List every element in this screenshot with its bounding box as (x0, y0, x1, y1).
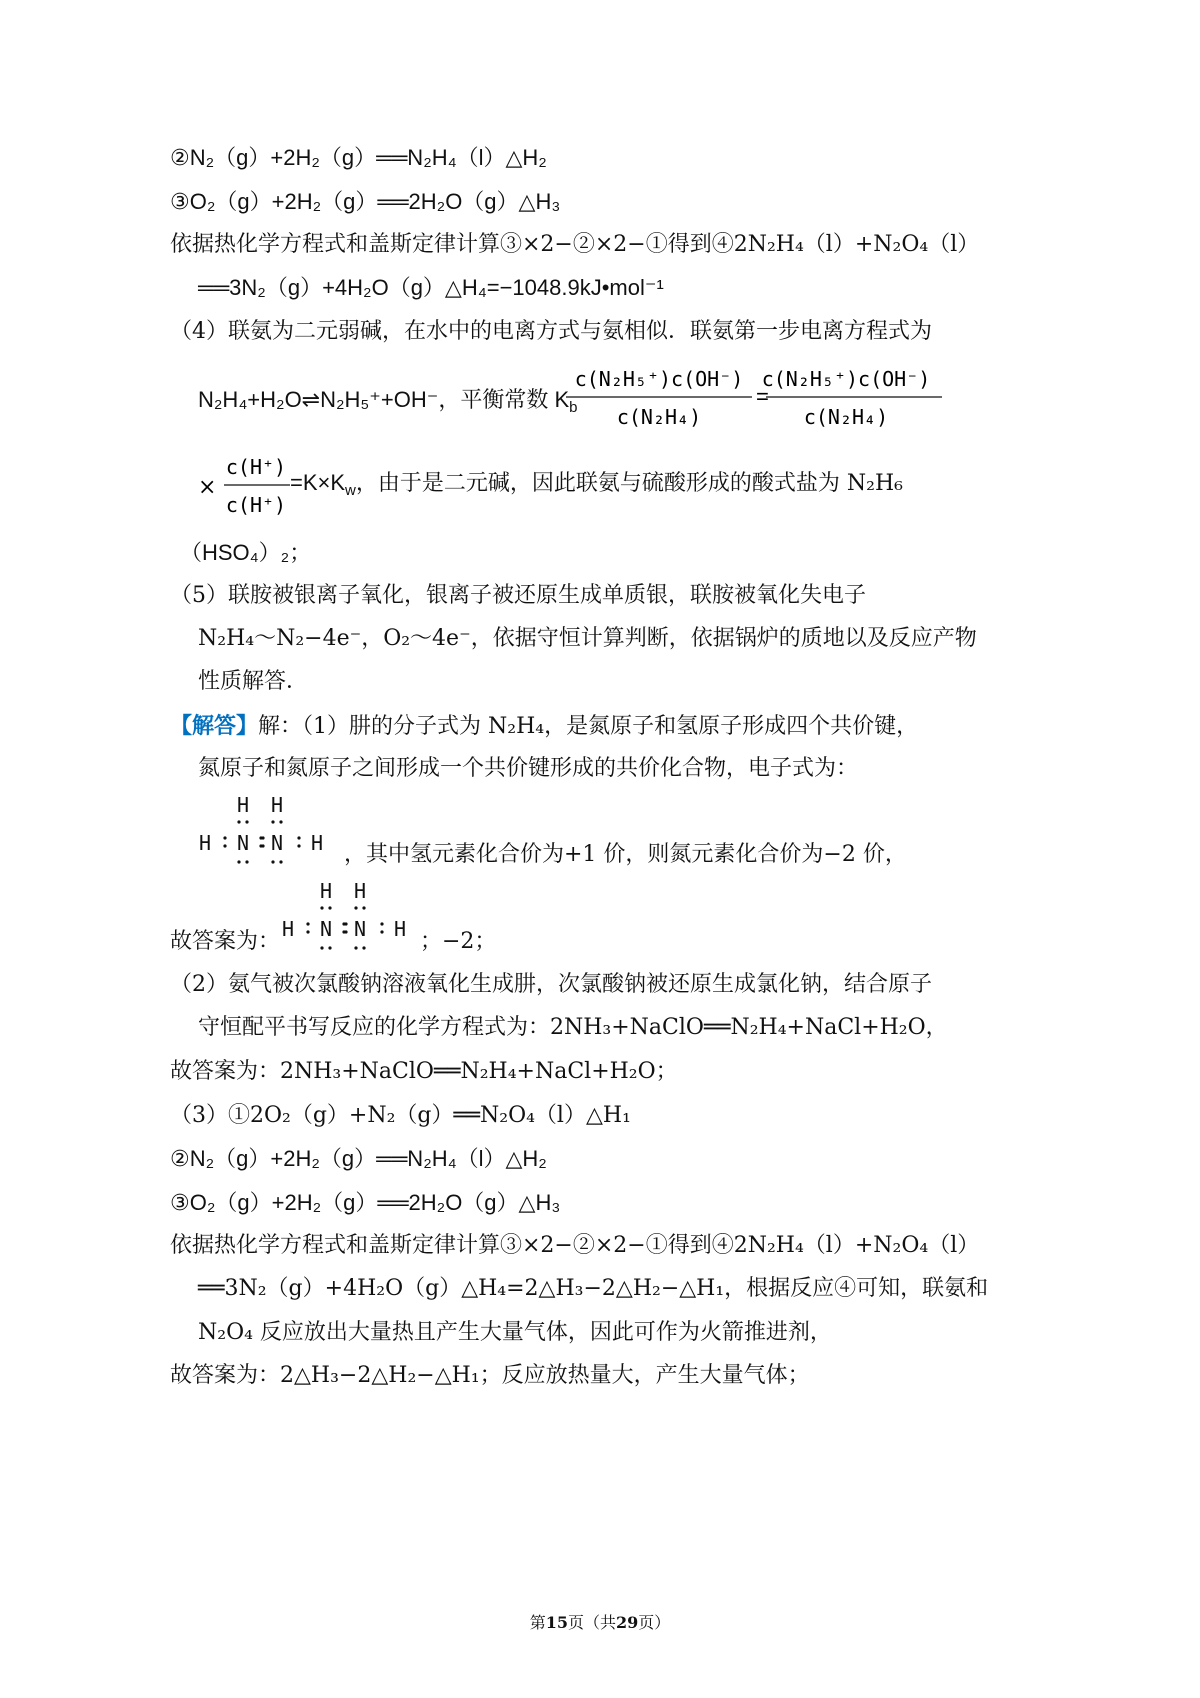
frac1-numerator: c(N₂H₅⁺)c(OH⁻) (574, 367, 744, 391)
frac3-denominator: c(H⁺) (225, 493, 287, 517)
equation-2: ②N₂（g）+2H₂（g）══N₂H₄（l）△H₂ (170, 145, 547, 170)
text-line-hess-1: 依据热化学方程式和盖斯定律计算③×2−②×2−①得到④2N₂H₄（l）+N₂O₄（l） (170, 232, 980, 257)
footer-prefix: 第 (529, 1613, 546, 1632)
page-footer (0, 1610, 1200, 1633)
frac1-denominator: c(N₂H₄) (616, 405, 702, 429)
ionization-text: N₂H₄+H₂O⇌N₂H₅⁺+OH⁻，平衡常数 K (198, 387, 570, 412)
h-atom: H (282, 917, 295, 941)
answer-part2-3: 故答案为：2NH₃+NaClO══N₂H₄+NaCl+H₂O； (170, 1059, 678, 1084)
answer-line-1: 解：（1）肼的分子式为 N₂H₄，是氮原子和氢原子形成四个共价键， (258, 714, 919, 739)
text-line-part5-b: N₂H₄～N₂−4e⁻，O₂～4e⁻，依据守恒计算判断，依据锅炉的质地以及反应产物 (198, 626, 977, 651)
equation-3: ③O₂（g）+2H₂（g）══2H₂O（g）△H₃ (170, 189, 561, 214)
answer-tag: 【解答】 (170, 713, 259, 739)
text-line-part5: （5）联胺被银离子氧化，银离子被还原生成单质银，联胺被氧化失电子 (170, 583, 866, 608)
h-atom: H (320, 879, 333, 903)
answer-label-1: 故答案为： (170, 929, 281, 954)
answer-valence: ；−2； (420, 929, 497, 954)
answer-part3-eq4: ══3N₂（g）+4H₂O（g）△H₄=2△H₃−2△H₂−△H₁，根据反应④可知，联氨和 (198, 1276, 989, 1301)
acid-salt-text: ，由于是二元碱，因此联氨与硫酸形成的酸式盐为 N₂H₆ (355, 471, 903, 496)
answer-part3-eq3: ③O₂（g）+2H₂（g）══2H₂O（g）△H₃ (170, 1190, 561, 1215)
equals-sign: = (756, 384, 769, 409)
h-atom: H (311, 831, 324, 855)
answer-part3-eq1: （3）①2O₂（g）+N₂（g）══N₂O₄（l）△H₁ (170, 1103, 631, 1128)
equation-4: ══3N₂（g）+4H₂O（g）△H₄=−1048.9kJ•mol⁻¹ (198, 275, 664, 300)
page-number: 15 (545, 1613, 568, 1632)
h-atom: H (271, 793, 284, 817)
n-atom: N (237, 831, 250, 855)
h-atom: H (354, 879, 367, 903)
hydrazine-electron-formula-2 (278, 876, 428, 956)
h-atom: H (199, 831, 212, 855)
kb-fractions (566, 362, 946, 438)
electron-dots (306, 906, 383, 949)
footer-middle: 页（共 (567, 1613, 616, 1632)
acid-salt-formula: （HSO₄）₂； (180, 540, 312, 565)
footer-suffix: 页） (638, 1613, 671, 1632)
h-atom: H (237, 793, 250, 817)
times-sign: × (198, 475, 217, 500)
ionization-equation (198, 385, 578, 415)
frac2-denominator: c(N₂H₄) (803, 405, 889, 429)
text-line-part5-c: 性质解答． (198, 669, 309, 694)
n-atom: N (354, 917, 367, 941)
n-atom: N (271, 831, 284, 855)
answer-part3-hess: 依据热化学方程式和盖斯定律计算③×2−②×2−①得到④2N₂H₄（l）+N₂O₄（l） (170, 1233, 980, 1258)
text-line-part4: （4）联氨为二元弱碱，在水中的电离方式与氨相似．联氨第一步电离方程式为 (170, 319, 932, 344)
kb-conclusion (290, 468, 903, 499)
h-fraction (198, 452, 298, 522)
frac2-numerator: c(N₂H₅⁺)c(OH⁻) (761, 367, 931, 391)
h-atom: H (394, 917, 407, 941)
answer-part2-2: 守恒配平书写反应的化学方程式为：2NH₃+NaClO══N₂H₄+NaCl+H₂O， (198, 1015, 948, 1040)
k-kw-text: =K×K (290, 470, 346, 495)
hydrazine-electron-formula-1 (195, 790, 345, 870)
answer-line-2: 氮原子和氮原子之间形成一个共价键形成的共价化合物，电子式为： (198, 756, 859, 781)
valence-text: ，其中氢元素化合价为+1 价，则氮元素化合价为−2 价， (344, 842, 907, 867)
page-total: 29 (616, 1613, 639, 1632)
kb-subscript: b (569, 399, 578, 416)
electron-dots (223, 820, 300, 863)
answer-part3-final: 故答案为：2△H₃−2△H₂−△H₁；反应放热量大，产生大量气体； (170, 1363, 810, 1388)
answer-heading (170, 711, 918, 742)
answer-part3-eq2: ②N₂（g）+2H₂（g）══N₂H₄（l）△H₂ (170, 1146, 547, 1171)
answer-part2-1: （2）氨气被次氯酸钠溶液氧化生成肼，次氯酸钠被还原生成氯化钠，结合原子 (170, 972, 932, 997)
frac3-numerator: c(H⁺) (225, 455, 287, 479)
answer-part3-propellant: N₂O₄ 反应放出大量热且产生大量气体，因此可作为火箭推进剂， (198, 1320, 832, 1345)
n-atom: N (320, 917, 333, 941)
kw-subscript: w (345, 482, 356, 499)
